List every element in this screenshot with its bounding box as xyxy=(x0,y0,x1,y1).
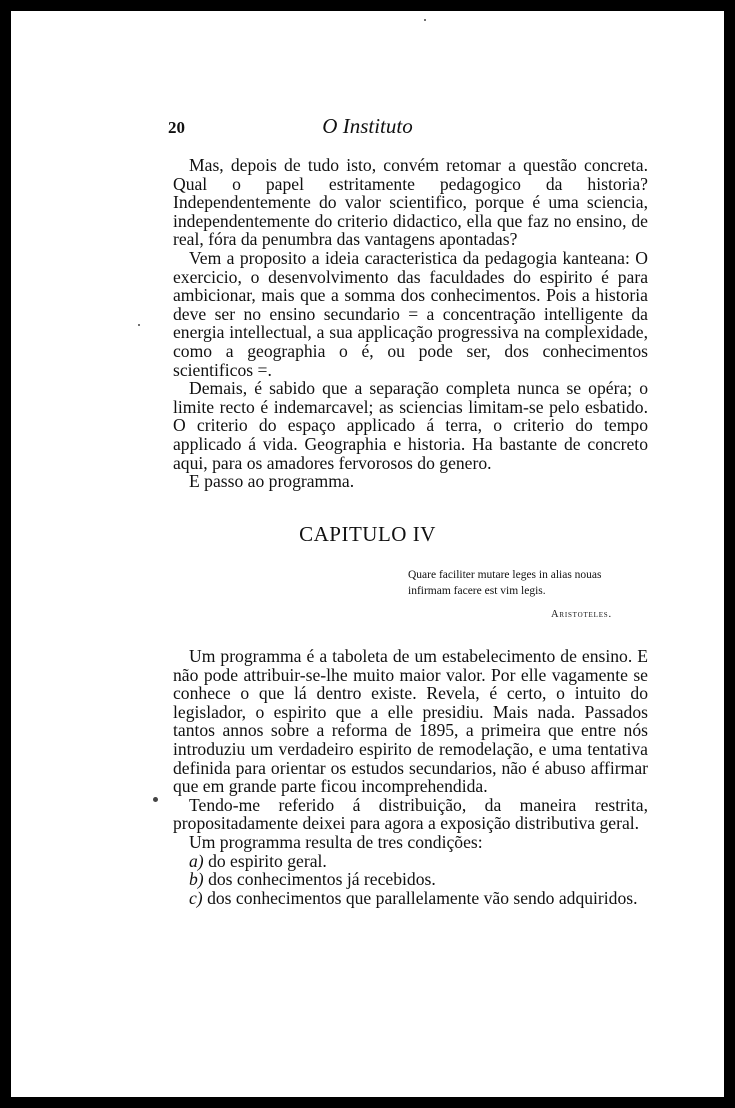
paragraph-3: Demais, é sabido que a separação completa nunca se opéra; o limite recto é indemarcavel; as sciencias limitam-se pelo esbatido. O criterio do espaço applicado á terra, o criterio do tempo applicado á vida. Geographia e historia. Ha bastante de concreto aqui, para os amadores fervorosos do genero. xyxy=(173,378,648,473)
list-item-label: c) xyxy=(189,887,203,908)
paragraph-7: Um programma resulta de tres condições: xyxy=(189,831,483,852)
list-item-label: b) xyxy=(189,869,204,890)
section-1-text xyxy=(173,156,648,491)
list-item-label: a) xyxy=(189,850,204,871)
list-item-text: do espirito geral. xyxy=(208,850,327,871)
epigraph xyxy=(408,567,678,599)
scan-speck xyxy=(424,19,426,21)
list-item xyxy=(173,852,648,871)
paragraph-2: Vem a proposito a ideia caracteristica da pedagogia kanteana: O exercicio, o desenvolvimento das faculdades do espirito é para ambicionar, mais que a somma dos conhecimentos. Pois a historia deve ser no ensino secundario = a concentração intelligente da energia intellectual, a sua applicação progressiva na complexidade, como a geographia o é, ou pode ser, dos conhecimentos scientificos =. xyxy=(173,247,648,380)
list-item-text: dos conhecimentos que parallelamente vão sendo adquiridos. xyxy=(207,887,638,908)
epigraph-line-1: Quare faciliter mutare leges in alias nouas xyxy=(408,569,602,581)
scan-speck xyxy=(138,324,140,326)
book-page xyxy=(11,11,724,1097)
epigraph-author: Aristoteles. xyxy=(551,609,612,620)
paragraph-1: Mas, depois de tudo isto, convém retomar a questão concreta. Qual o papel estritamente pedagogico da historia? Independentemente do valor scientifico, porque é uma sciencia, independentemente do criterio didactico, ella que faz no ensino, de real, fóra da penumbra das vantagens apontadas? xyxy=(173,155,648,250)
page-header xyxy=(11,114,724,144)
paragraph-5: Um programma é a taboleta de um estabelecimento de ensino. E não pode attribuir-se-lhe muito maior valor. Por elle vagamente se conhece o que lá dentro existe. Revela, é certo, o intuito do legislador, o espirito que a elle presidiu. Mais nada. Passados tantos annos sobre a reforma de 1895, a primeira que entre nós introduziu um verdadeiro espirito de remodelação, e uma tentativa definida para orientar os estudos secundarios, não é abuso affirmar que em grande parte ficou incomprehendida. xyxy=(173,646,648,797)
list-item-text: dos conhecimentos já recebidos. xyxy=(208,869,436,890)
running-title: O Instituto xyxy=(322,114,413,138)
scan-speck xyxy=(153,797,158,802)
chapter-title: CAPITULO IV xyxy=(299,522,436,546)
list-item xyxy=(173,889,648,908)
paragraph-6: Tendo-me referido á distribuição, da maneira restrita, propositadamente deixei para agora a exposição distributiva geral. xyxy=(173,794,648,834)
page-number: 20 xyxy=(168,118,185,137)
section-2-text xyxy=(173,647,648,907)
list-item xyxy=(173,870,648,889)
paragraph-4: E passo ao programma. xyxy=(189,471,355,492)
epigraph-line-2: infirmam facere est vim legis. xyxy=(408,585,546,597)
